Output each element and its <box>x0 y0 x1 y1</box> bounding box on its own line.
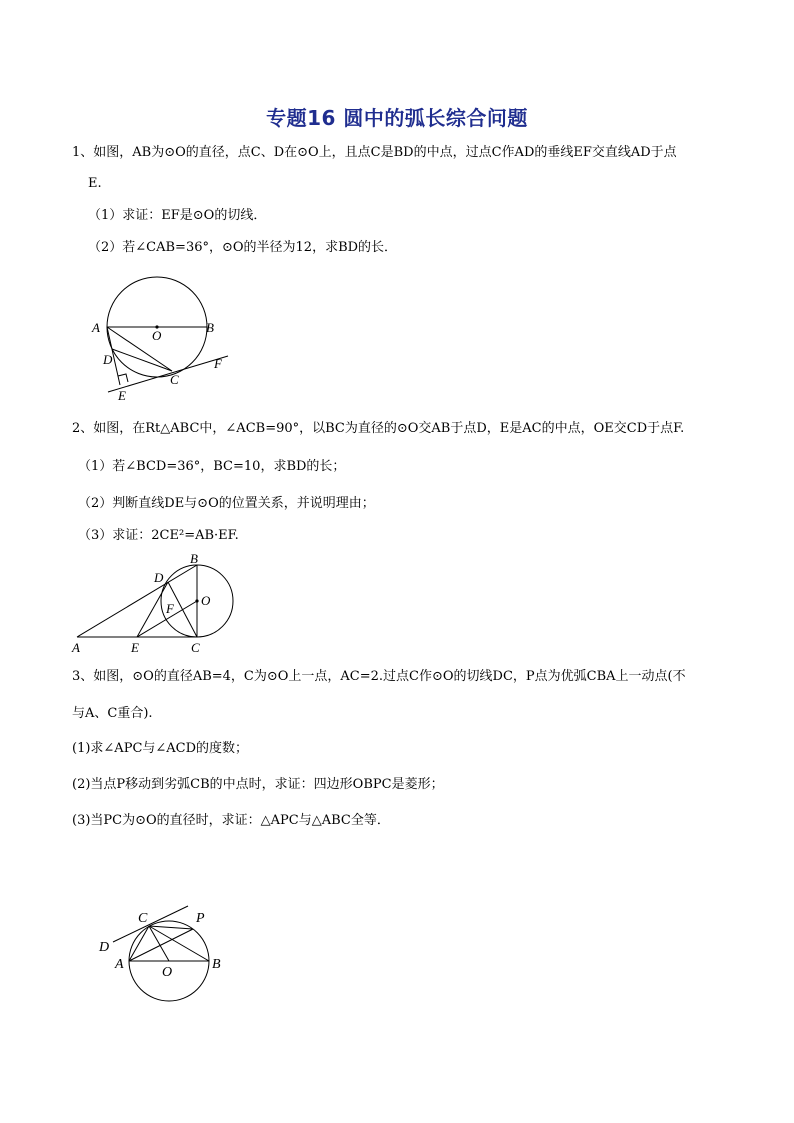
q2-label-e: E <box>131 640 139 655</box>
q1-stem-line2: E. <box>88 176 102 191</box>
q3-label-c: C <box>138 911 148 926</box>
q2-part1: （1）若∠BCD=36°，BC=10，求BD的长； <box>78 459 346 474</box>
q3-label-d: D <box>99 940 110 955</box>
q1-label-b: B <box>206 320 214 335</box>
page-title: 专题16 圆中的弧长综合问题 <box>266 106 528 130</box>
q2-label-b: B <box>190 551 198 566</box>
q2-figure <box>68 548 240 656</box>
q2-line-de <box>137 582 168 637</box>
q2-label-f: F <box>166 601 174 616</box>
q2-part2: （2）判断直线DE与⊙O的位置关系，并说明理由； <box>78 496 375 511</box>
q1-line-ac <box>107 327 172 371</box>
q2-label-d: D <box>154 570 164 585</box>
q3-label-o: O <box>162 965 173 980</box>
q3-line-cb <box>149 926 209 961</box>
q3-part3: (3)当PC为⊙O的直径时，求证：△APC与△ABC全等． <box>72 813 390 828</box>
q3-part1: (1)求∠APC与∠ACD的度数； <box>72 741 249 756</box>
q3-label-a: A <box>115 957 124 972</box>
q1-part2: （2）若∠CAB=36°，⊙O的半径为12，求BD的长． <box>88 240 398 255</box>
q1-line-dc <box>112 349 172 371</box>
q1-label-e: E <box>118 388 126 403</box>
q1-label-c: C <box>170 372 179 387</box>
q3-part2: (2)当点P移动到劣弧CB的中点时，求证：四边形OBPC是菱形； <box>72 777 444 792</box>
q2-stem: 2、如图，在Rt△ABC中，∠ACB=90°，以BC为直径的⊙O交AB于点D，E是AC的中点，OE交CD于点F. <box>72 421 685 436</box>
q2-label-o: O <box>201 593 211 608</box>
q1-part1: （1）求证：EF是⊙O的切线． <box>88 208 267 223</box>
q1-label-d: D <box>103 352 113 367</box>
q3-stem-line1: 3、如图，⊙O的直径AB=4，C为⊙O上一点，AC=2.过点C作⊙O的切线DC，P点为优弧CBA上一动点(不 <box>72 669 686 684</box>
q3-figure <box>95 900 235 1006</box>
q3-line-cp <box>149 926 193 929</box>
q1-figure <box>90 268 250 408</box>
q3-line-oc <box>149 926 169 961</box>
q3-stem-line2: 与A、C重合). <box>72 706 153 721</box>
q3-label-b: B <box>212 957 221 972</box>
q2-line-ab <box>77 565 197 637</box>
q1-label-a: A <box>92 320 100 335</box>
q1-label-f: F <box>214 356 222 371</box>
q3-label-p: P <box>196 911 205 926</box>
q1-stem-line1: 1、如图，AB为⊙O的直径，点C、D在⊙O上，且点C是BD的中点，过点C作AD的垂线EF交直线AD于点 <box>72 145 677 160</box>
q1-label-o: O <box>152 328 162 343</box>
q2-label-c: C <box>191 640 200 655</box>
q2-label-a: A <box>72 640 80 655</box>
q2-part3: （3）求证：2CE²=AB·EF. <box>78 528 239 543</box>
